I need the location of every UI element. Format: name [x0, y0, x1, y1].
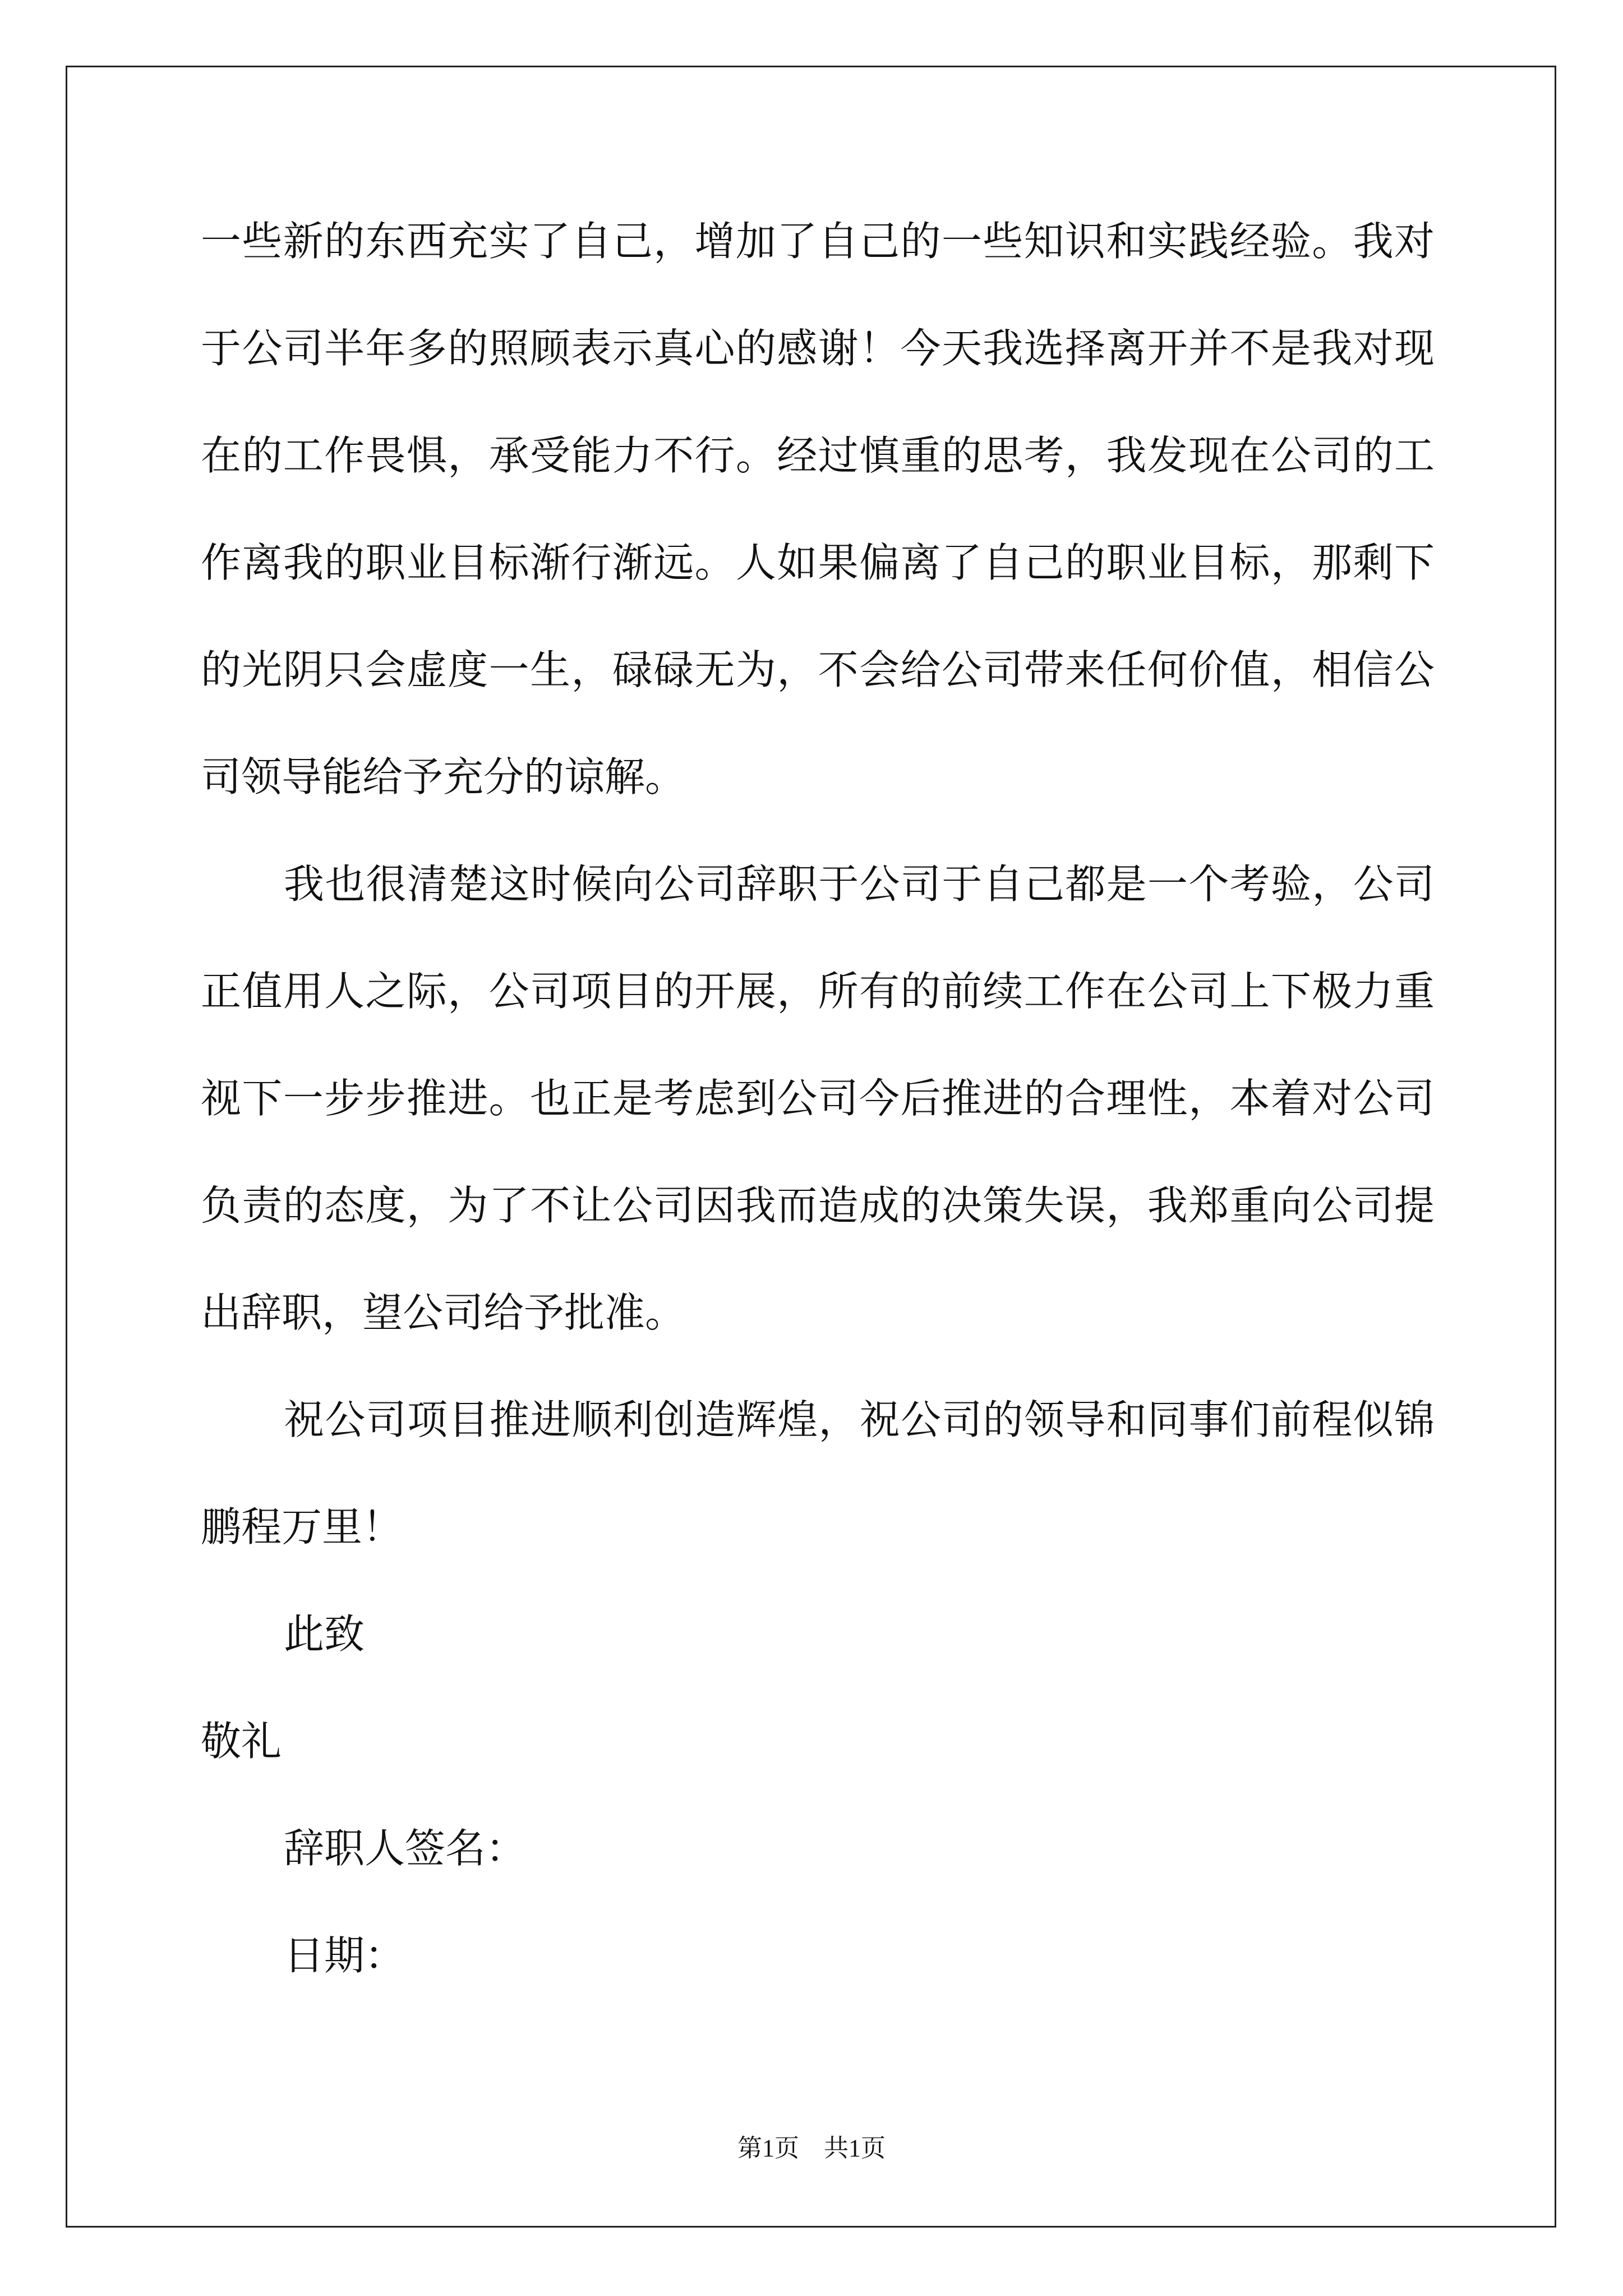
- body-line: 的光阴只会虚度一生，碌碌无为，不会给公司带来任何价值，相信公: [201, 646, 1435, 693]
- page-border: [66, 66, 1556, 2228]
- body-line: 司领导能给予充分的谅解。: [201, 753, 686, 800]
- signature-label: 辞职人签名：: [284, 1825, 527, 1872]
- body-line: 祝公司项目推进顺利创造辉煌，祝公司的领导和同事们前程似锦: [284, 1396, 1435, 1443]
- body-line: 鹏程万里！: [201, 1503, 403, 1550]
- page-footer: 第1页 共1页: [737, 2134, 886, 2162]
- body-line: 于公司半年多的照顾表示真心的感谢！今天我选择离开并不是我对现: [201, 325, 1435, 372]
- body-line: 在的工作畏惧，承受能力不行。经过慎重的思考，我发现在公司的工: [201, 432, 1435, 479]
- closing-line: 此致: [284, 1611, 365, 1658]
- body-line: 作离我的职业目标渐行渐远。人如果偏离了自己的职业目标，那剩下: [201, 539, 1435, 586]
- body-line: 负责的态度，为了不让公司因我而造成的决策失误，我郑重向公司提: [201, 1182, 1435, 1229]
- body-line: 视下一步步推进。也正是考虑到公司今后推进的合理性，本着对公司: [201, 1075, 1435, 1122]
- date-label: 日期：: [284, 1932, 405, 1979]
- body-line: 一些新的东西充实了自己，增加了自己的一些知识和实践经验。我对: [201, 218, 1435, 265]
- body-line: 出辞职，望公司给予批准。: [201, 1289, 686, 1336]
- body-line: 我也很清楚这时候向公司辞职于公司于自己都是一个考验，公司: [284, 861, 1435, 908]
- salutation-line: 敬礼: [201, 1718, 282, 1765]
- body-line: 正值用人之际，公司项目的开展，所有的前续工作在公司上下极力重: [201, 968, 1435, 1015]
